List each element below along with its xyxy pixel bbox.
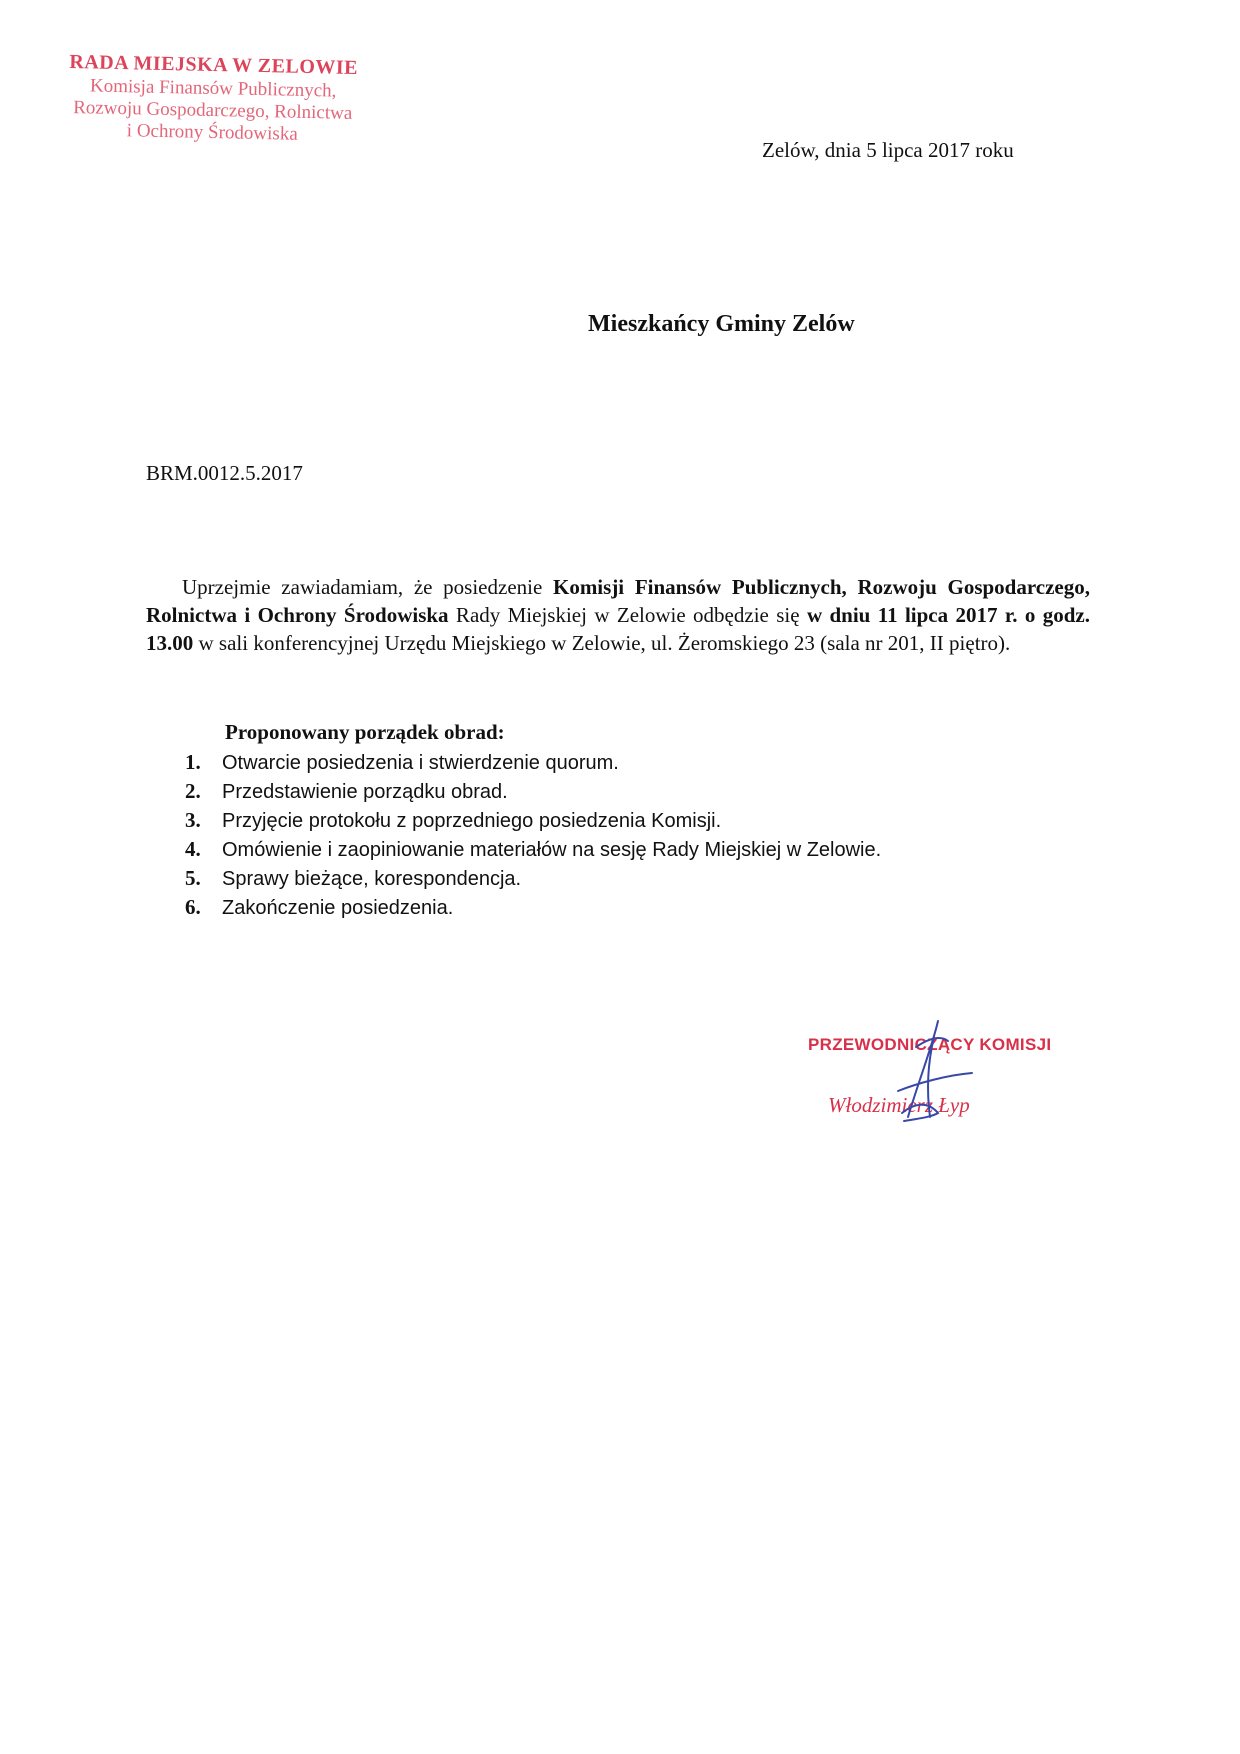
handwritten-signature-icon xyxy=(868,1017,978,1137)
agenda-list xyxy=(185,748,881,922)
stamp-title: RADA MIEJSKA W ZELOWIE xyxy=(69,50,359,80)
agenda-title: Proponowany porządek obrad: xyxy=(225,720,505,744)
stamp-line: Komisja Finansów Publicznych, xyxy=(89,75,337,102)
agenda-item-text: Otwarcie posiedzenia i stwierdzenie quorum. xyxy=(222,752,619,774)
agenda-item xyxy=(185,893,881,922)
signature-role: PRZEWODNICZĄCY KOMISJI xyxy=(808,1035,1052,1054)
agenda-item xyxy=(185,806,881,835)
stamp-line: i Ochrony Środowiska xyxy=(126,120,298,145)
agenda-item-number: 4. xyxy=(185,837,201,861)
agenda-item-text: Przedstawienie porządku obrad. xyxy=(222,781,508,803)
agenda-item xyxy=(185,748,881,777)
notice-paragraph xyxy=(146,573,1090,657)
meeting-datetime: w dniu 11 lipca 2017 r. o godz. 13.00 xyxy=(146,603,1090,655)
committee-name: Komisji Finansów Publicznych, Rozwoju Gospodarczego, Rolnictwa i Ochrony Środowiska xyxy=(146,575,1091,627)
addressee: Mieszkańcy Gminy Zelów xyxy=(588,311,855,337)
committee-stamp xyxy=(47,49,379,148)
agenda-item xyxy=(185,777,881,806)
meeting-location: w sali konferencyjnej Urzędu Miejskiego w Zelowie, ul. Żeromskiego 23 (sala nr 201, II piętro). xyxy=(193,631,1011,655)
agenda-item-number: 2. xyxy=(185,779,201,803)
signature-name: Włodzimierz Łyp xyxy=(828,1093,970,1117)
agenda-item-text: Sprawy bieżące, korespondencja. xyxy=(222,868,522,890)
agenda-item-number: 3. xyxy=(185,808,201,832)
agenda-item-text: Zakończenie posiedzenia. xyxy=(222,897,454,919)
agenda-item-number: 6. xyxy=(185,895,201,919)
chairman-signature-block xyxy=(808,1025,1052,1145)
agenda-item-text: Omówienie i zaopiniowanie materiałów na sesję Rady Miejskiej w Zelowie. xyxy=(222,839,882,861)
notice-intro: Uprzejmie zawiadamiam, że posiedzenie xyxy=(182,575,553,599)
agenda-item-text: Przyjęcie protokołu z poprzedniego posiedzenia Komisji. xyxy=(222,810,722,832)
agenda-item-number: 5. xyxy=(185,866,201,890)
agenda-item-number: 1. xyxy=(185,750,201,774)
agenda-item xyxy=(185,864,881,893)
stamp-line: Rozwoju Gospodarczego, Rolnictwa xyxy=(72,97,353,124)
reference-number: BRM.0012.5.2017 xyxy=(146,461,303,485)
council-text: Rady Miejskiej w Zelowie odbędzie się xyxy=(448,603,807,627)
agenda-item xyxy=(185,835,881,864)
place-and-date: Zelów, dnia 5 lipca 2017 roku xyxy=(762,138,1014,162)
